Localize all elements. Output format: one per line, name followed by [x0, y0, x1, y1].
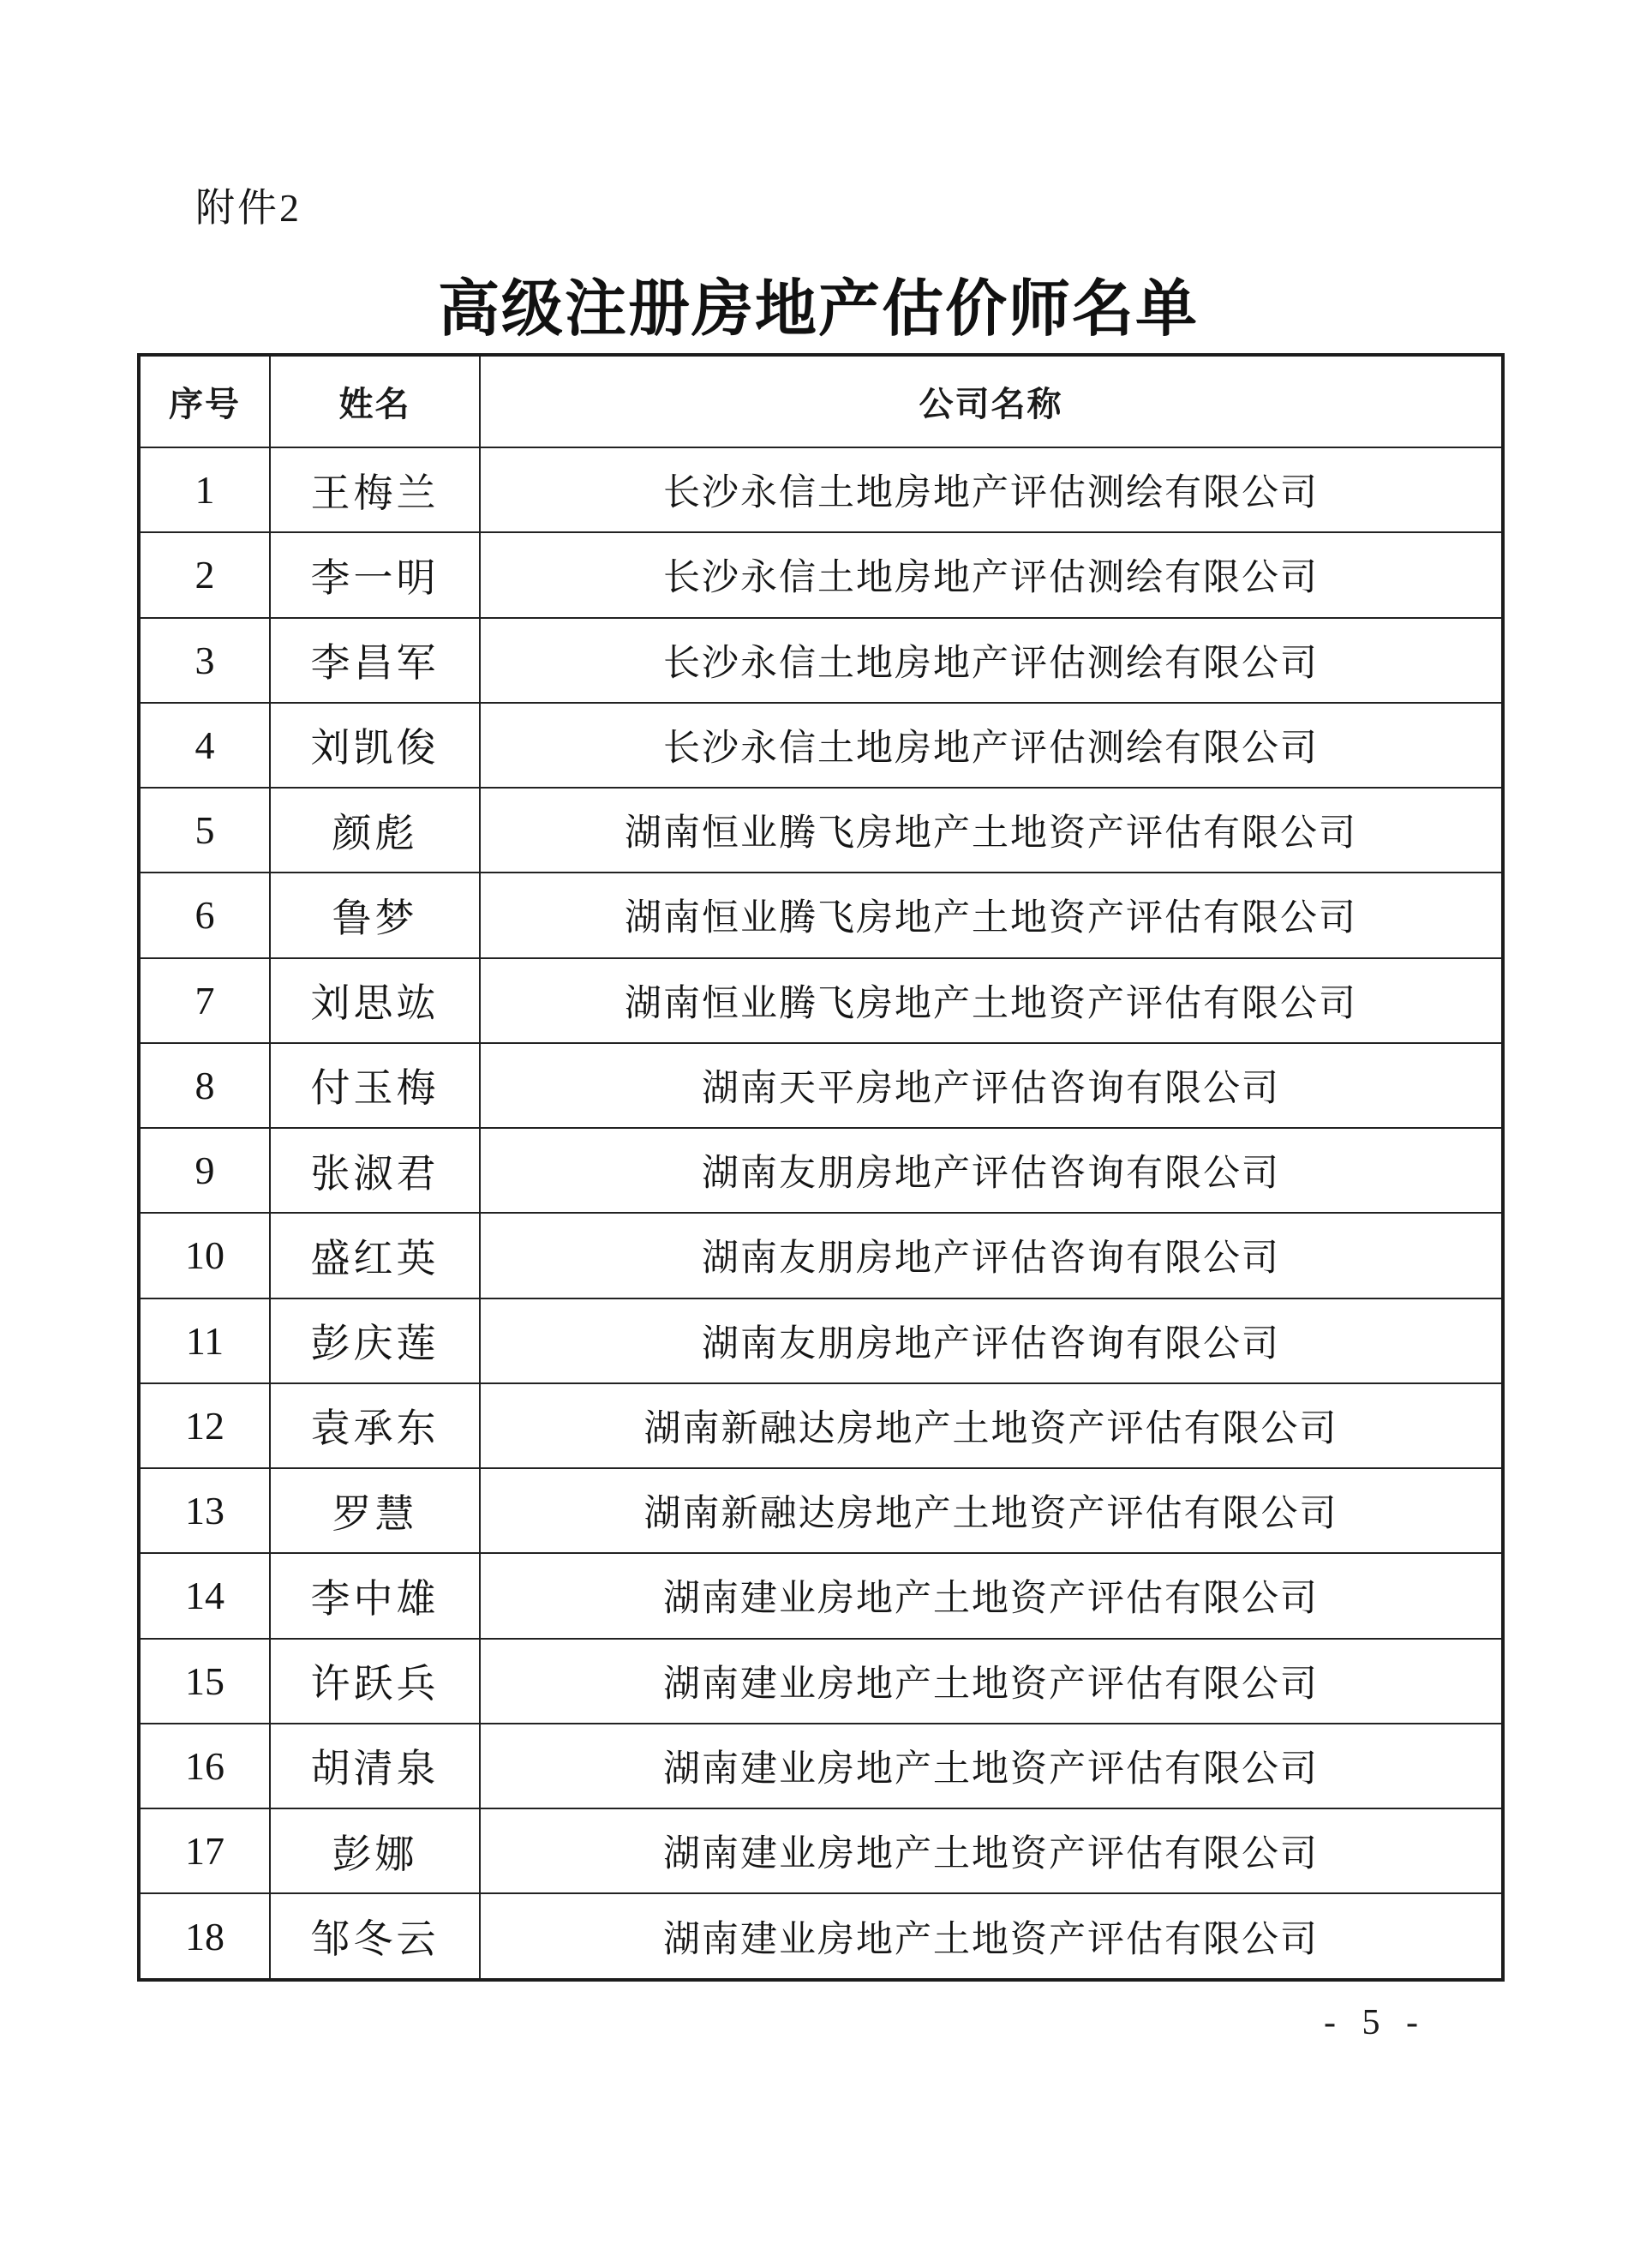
table-header — [139, 355, 1503, 447]
row-serial-cell: 17 — [139, 1808, 270, 1893]
row-company-cell: 湖南建业房地产土地资产评估有限公司 — [480, 1893, 1503, 1980]
row-name-cell: 李中雄 — [270, 1553, 480, 1638]
table-row — [139, 1298, 1503, 1383]
row-company-cell: 湖南友朋房地产评估咨询有限公司 — [480, 1213, 1503, 1298]
row-serial-cell: 8 — [139, 1043, 270, 1128]
row-name-cell: 付玉梅 — [270, 1043, 480, 1128]
table-row — [139, 618, 1503, 703]
row-name-cell: 邹冬云 — [270, 1893, 480, 1980]
table-row — [139, 1724, 1503, 1808]
row-name-cell: 袁承东 — [270, 1383, 480, 1468]
row-company-cell: 湖南建业房地产土地资产评估有限公司 — [480, 1808, 1503, 1893]
table-row — [139, 1383, 1503, 1468]
row-serial-cell: 7 — [139, 958, 270, 1043]
row-name-cell: 刘思竑 — [270, 958, 480, 1043]
row-name-cell: 罗慧 — [270, 1468, 480, 1553]
row-company-cell: 湖南友朋房地产评估咨询有限公司 — [480, 1298, 1503, 1383]
table-row — [139, 1128, 1503, 1213]
row-company-cell: 湖南新融达房地产土地资产评估有限公司 — [480, 1468, 1503, 1553]
row-serial-cell: 10 — [139, 1213, 270, 1298]
row-serial-cell: 14 — [139, 1553, 270, 1638]
row-company-cell: 湖南恒业腾飞房地产土地资产评估有限公司 — [480, 788, 1503, 873]
row-serial-cell: 1 — [139, 447, 270, 532]
table-row — [139, 1808, 1503, 1893]
row-name-cell: 李昌军 — [270, 618, 480, 703]
row-name-cell: 许跃兵 — [270, 1639, 480, 1724]
row-serial-cell: 2 — [139, 532, 270, 617]
row-serial-cell: 4 — [139, 703, 270, 788]
row-company-cell: 长沙永信土地房地产评估测绘有限公司 — [480, 447, 1503, 532]
table-row — [139, 1043, 1503, 1128]
row-name-cell: 胡清泉 — [270, 1724, 480, 1808]
table-header-row — [139, 355, 1503, 447]
row-serial-cell: 18 — [139, 1893, 270, 1980]
table-row — [139, 1893, 1503, 1980]
row-serial-cell: 6 — [139, 873, 270, 957]
row-serial-cell: 12 — [139, 1383, 270, 1468]
table-row — [139, 532, 1503, 617]
row-name-cell: 张淑君 — [270, 1128, 480, 1213]
table-row — [139, 873, 1503, 957]
header-serial-number: 序号 — [139, 355, 270, 447]
row-serial-cell: 15 — [139, 1639, 270, 1724]
header-company-name: 公司名称 — [480, 355, 1503, 447]
row-company-cell: 湖南新融达房地产土地资产评估有限公司 — [480, 1383, 1503, 1468]
table-body — [139, 447, 1503, 1980]
row-company-cell: 湖南建业房地产土地资产评估有限公司 — [480, 1724, 1503, 1808]
row-company-cell: 湖南恒业腾飞房地产土地资产评估有限公司 — [480, 873, 1503, 957]
table-row — [139, 1639, 1503, 1724]
row-company-cell: 湖南建业房地产土地资产评估有限公司 — [480, 1639, 1503, 1724]
table-row — [139, 703, 1503, 788]
row-company-cell: 湖南天平房地产评估咨询有限公司 — [480, 1043, 1503, 1128]
row-serial-cell: 16 — [139, 1724, 270, 1808]
page-number: - 5 - — [1324, 2003, 1427, 2042]
attachment-label: 附件2 — [195, 186, 302, 230]
table-row — [139, 1553, 1503, 1638]
table-row — [139, 1468, 1503, 1553]
row-serial-cell: 11 — [139, 1298, 270, 1383]
row-company-cell: 湖南友朋房地产评估咨询有限公司 — [480, 1128, 1503, 1213]
row-company-cell: 长沙永信土地房地产评估测绘有限公司 — [480, 618, 1503, 703]
row-name-cell: 彭娜 — [270, 1808, 480, 1893]
header-name: 姓名 — [270, 355, 480, 447]
page-title: 高级注册房地产估价师名单 — [437, 275, 1199, 344]
appraiser-table — [137, 353, 1505, 1982]
row-serial-cell: 9 — [139, 1128, 270, 1213]
row-serial-cell: 5 — [139, 788, 270, 873]
row-name-cell: 彭庆莲 — [270, 1298, 480, 1383]
row-name-cell: 王梅兰 — [270, 447, 480, 532]
table-row — [139, 1213, 1503, 1298]
table-row — [139, 958, 1503, 1043]
row-company-cell: 长沙永信土地房地产评估测绘有限公司 — [480, 532, 1503, 617]
row-company-cell: 长沙永信土地房地产评估测绘有限公司 — [480, 703, 1503, 788]
table-row — [139, 788, 1503, 873]
row-company-cell: 湖南恒业腾飞房地产土地资产评估有限公司 — [480, 958, 1503, 1043]
row-company-cell: 湖南建业房地产土地资产评估有限公司 — [480, 1553, 1503, 1638]
row-name-cell: 颜彪 — [270, 788, 480, 873]
row-name-cell: 盛红英 — [270, 1213, 480, 1298]
row-name-cell: 鲁梦 — [270, 873, 480, 957]
row-name-cell: 刘凯俊 — [270, 703, 480, 788]
row-name-cell: 李一明 — [270, 532, 480, 617]
row-serial-cell: 3 — [139, 618, 270, 703]
table-row — [139, 447, 1503, 532]
row-serial-cell: 13 — [139, 1468, 270, 1553]
